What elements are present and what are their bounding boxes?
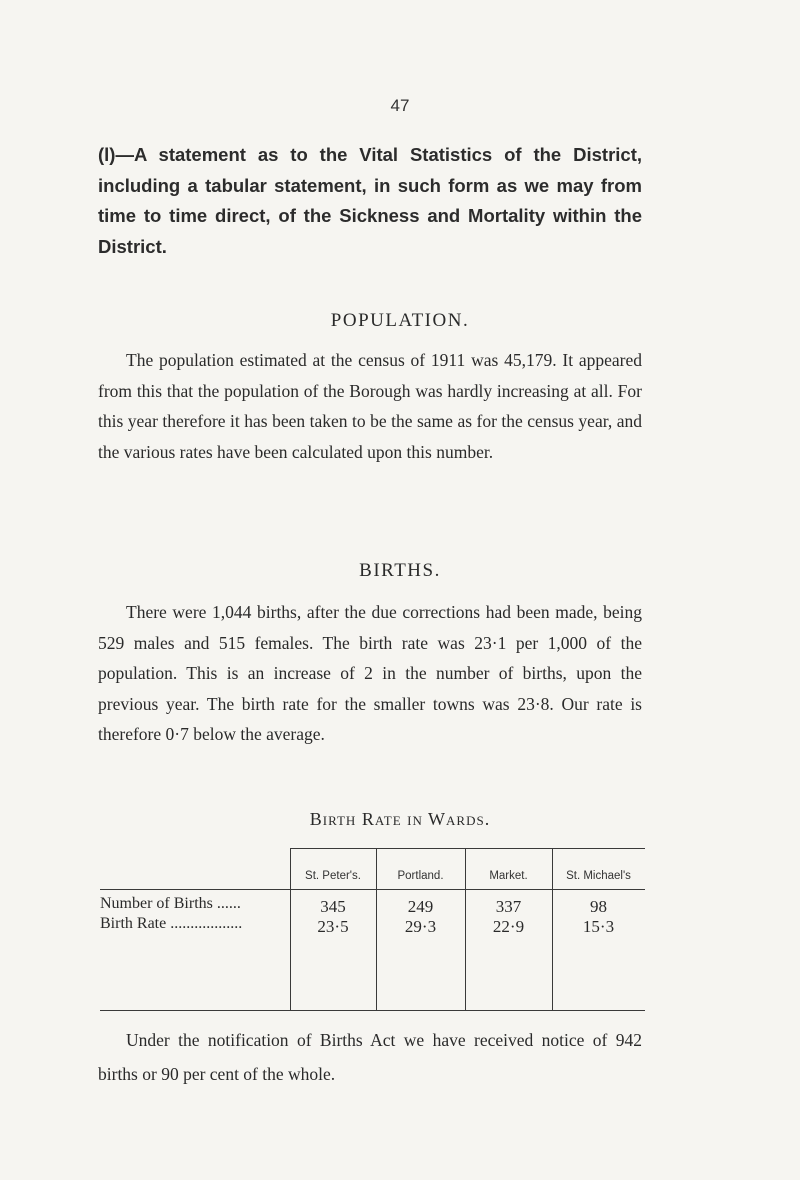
birth-rate-table bbox=[100, 848, 645, 1011]
table-title: Birth Rate in Wards. bbox=[309, 809, 491, 829]
table-cell: 98 bbox=[590, 897, 607, 916]
table-cell: 22·9 bbox=[492, 917, 525, 936]
column-header: Portland. bbox=[397, 870, 444, 882]
column-header: St. Michael's bbox=[566, 870, 631, 882]
population-paragraph: The population estimated at the census of 1911 was 45,179. It appeared from this that the population of the Borough was hardly increasing at all. For this year therefore it has been taken to be the same as for the census year, and the various rates have been calculated upon this number. bbox=[98, 350, 642, 462]
row-label-number-of-births: Number of Births ...... bbox=[100, 895, 241, 912]
table-cell: 337 bbox=[495, 897, 522, 916]
column-header: St. Peter's. bbox=[305, 870, 361, 882]
table-bottom-rule bbox=[100, 1010, 645, 1011]
intro-statement: (l)—A statement as to the Vital Statistics of the District, including a tabular statement, in such form as we may from time to time direct, of the Sickness and Mortality within the District. bbox=[98, 144, 642, 257]
column-header: Market. bbox=[489, 870, 528, 882]
closing-paragraph: Under the notification of Births Act we have received notice of 942 births or 90 per cent of the whole. bbox=[98, 1030, 642, 1084]
population-heading: POPULATION. bbox=[330, 310, 470, 331]
table-cell: 23·5 bbox=[317, 917, 349, 936]
table-cell: 345 bbox=[320, 897, 346, 916]
births-paragraph: There were 1,044 births, after the due corrections had been made, being 529 males and 515 females. The birth rate was 23·1 per 1,000 of the population. This is an increase of 2 in the number of births, upon the previous year. The birth rate for the smaller towns was 23·8. Our rate is therefore 0·7 below the average. bbox=[98, 602, 642, 744]
row-label-birth-rate: Birth Rate .................. bbox=[100, 915, 243, 932]
table-header-rule bbox=[100, 889, 645, 890]
page-number: 47 bbox=[390, 96, 410, 115]
births-heading: BIRTHS. bbox=[359, 560, 441, 581]
table-top-rule bbox=[290, 848, 645, 849]
table-cell: 29·3 bbox=[404, 917, 437, 936]
table-cell: 15·3 bbox=[582, 917, 615, 936]
table-cell: 249 bbox=[407, 897, 434, 916]
